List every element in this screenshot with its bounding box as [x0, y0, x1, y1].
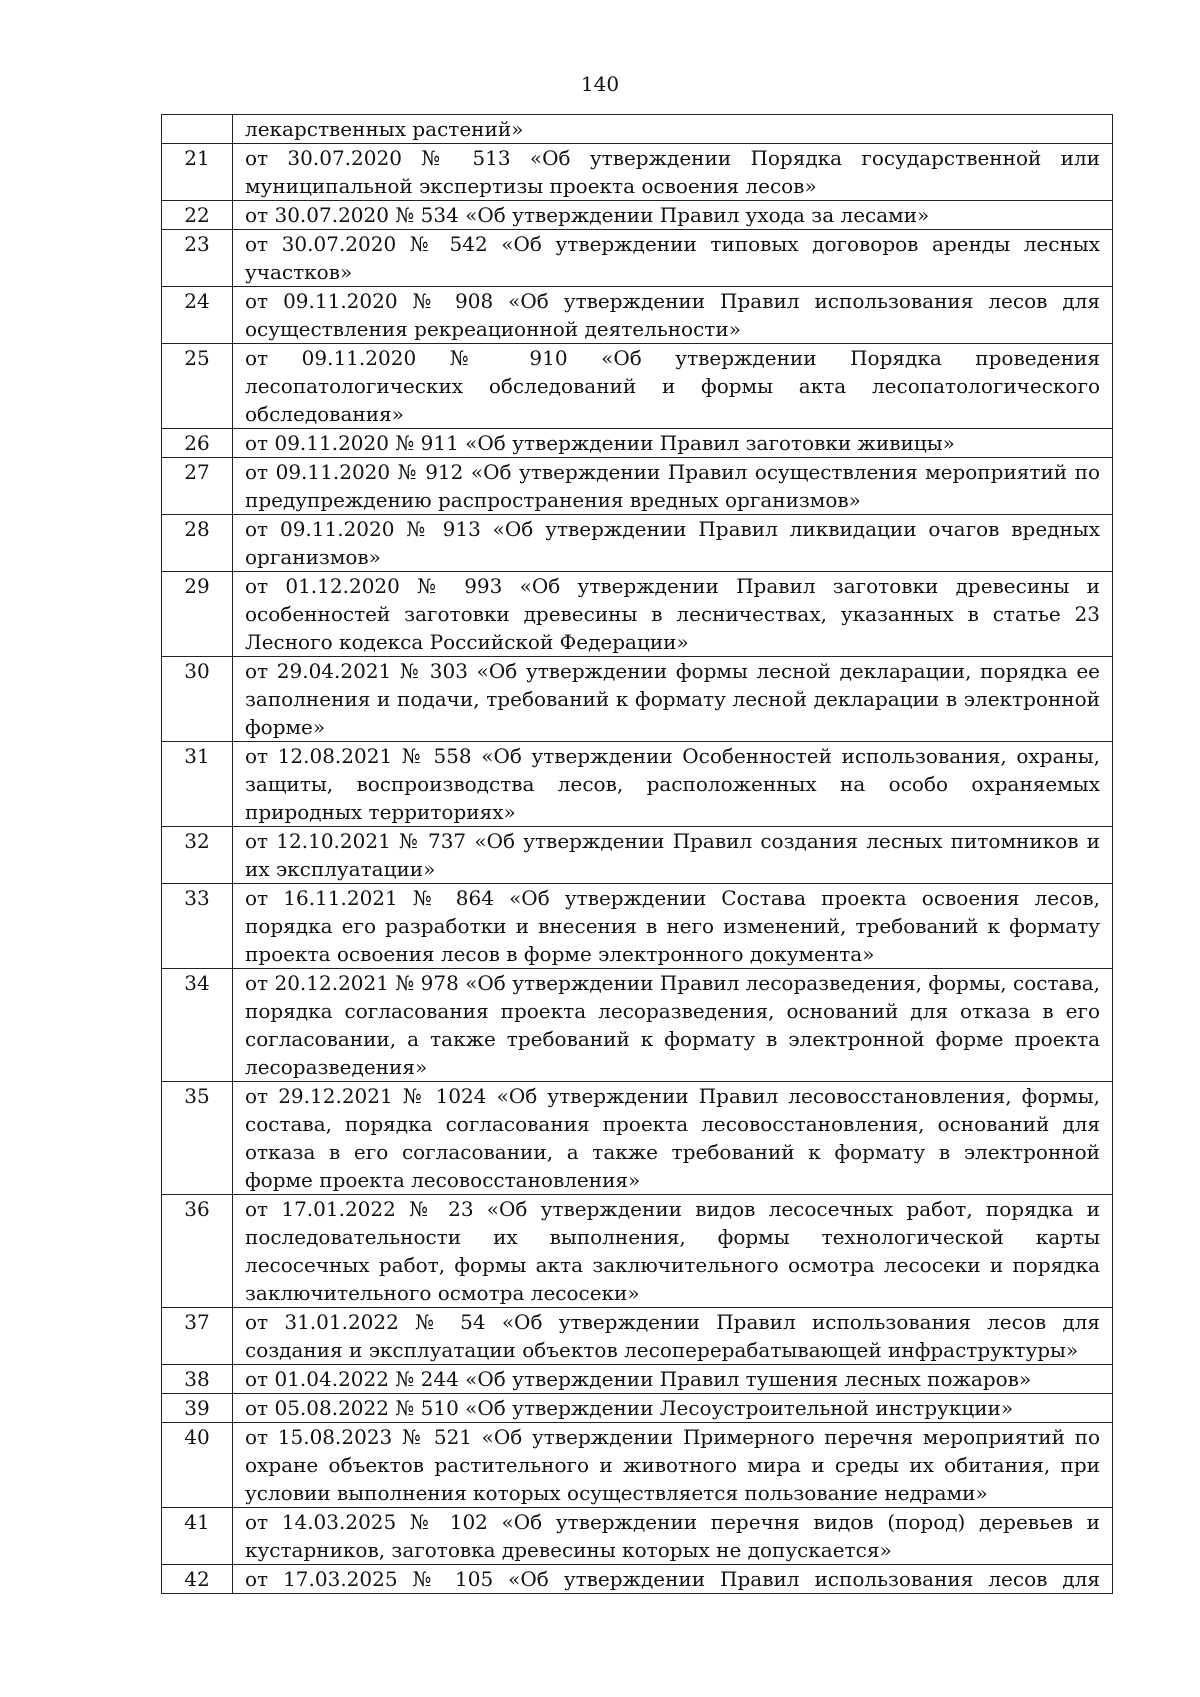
- row-text: от 14.03.2025 № 102 «Об утверждении перечня видов (пород) деревьев и кустарников, заготовка древесины которых не допускается»: [233, 1508, 1113, 1565]
- table-row: [162, 1394, 1113, 1423]
- table-row: [162, 657, 1113, 742]
- row-number: 26: [162, 429, 233, 458]
- row-number: 41: [162, 1508, 233, 1565]
- row-number: 36: [162, 1195, 233, 1308]
- table-row: [162, 969, 1113, 1082]
- row-text: от 17.01.2022 № 23 «Об утверждении видов лесосечных работ, порядка и последовательности их выполнения, формы технологической карты лесосечных работ, формы акта заключительного осмотра лесосеки и порядка заключительного осмотра лесосеки»: [233, 1195, 1113, 1308]
- row-text: от 09.11.2020 № 913 «Об утверждении Правил ликвидации очагов вредных организмов»: [233, 515, 1113, 572]
- row-text: от 15.08.2023 № 521 «Об утверждении Примерного перечня мероприятий по охране объектов растительного и животного мира и среды их обитания, при условии выполнения которых осуществляется пользование недрами»: [233, 1423, 1113, 1508]
- table-row: [162, 827, 1113, 884]
- row-number: 29: [162, 572, 233, 657]
- table-body: [162, 115, 1113, 1594]
- row-text: от 05.08.2022 № 510 «Об утверждении Лесоустроительной инструкции»: [233, 1394, 1113, 1423]
- table-row: [162, 287, 1113, 344]
- row-text: от 20.12.2021 № 978 «Об утверждении Правил лесоразведения, формы, состава, порядка согласования проекта лесоразведения, оснований для отказа в его согласовании, а также требований к формату в электронной форме проекта лесоразведения»: [233, 969, 1113, 1082]
- row-text: от 29.12.2021 № 1024 «Об утверждении Правил лесовосстановления, формы, состава, порядка согласования проекта лесовосстановления, оснований для отказа в его согласовании, а также требований к формату в электронной форме проекта лесовосстановления»: [233, 1082, 1113, 1195]
- row-text: от 09.11.2020 № 912 «Об утверждении Правил осуществления мероприятий по предупреждению распространения вредных организмов»: [233, 458, 1113, 515]
- row-text: от 31.01.2022 № 54 «Об утверждении Правил использования лесов для создания и эксплуатации объектов лесоперерабатывающей инфраструктуры»: [233, 1308, 1113, 1365]
- row-number: [162, 115, 233, 144]
- row-number: 30: [162, 657, 233, 742]
- row-number: 27: [162, 458, 233, 515]
- regulations-table: [161, 114, 1113, 1594]
- row-text: от 09.11.2020 № 910 «Об утверждении Порядка проведения лесопатологических обследований и формы акта лесопатологического обследования»: [233, 344, 1113, 429]
- row-number: 34: [162, 969, 233, 1082]
- row-number: 35: [162, 1082, 233, 1195]
- row-number: 24: [162, 287, 233, 344]
- table-row: [162, 1082, 1113, 1195]
- table-row: [162, 115, 1113, 144]
- table-row: [162, 884, 1113, 969]
- row-number: 22: [162, 201, 233, 230]
- table-row: [162, 1508, 1113, 1565]
- row-number: 28: [162, 515, 233, 572]
- row-text: от 01.04.2022 № 244 «Об утверждении Правил тушения лесных пожаров»: [233, 1365, 1113, 1394]
- table-row: [162, 1565, 1113, 1594]
- row-number: 40: [162, 1423, 233, 1508]
- row-number: 32: [162, 827, 233, 884]
- table-row: [162, 515, 1113, 572]
- row-number: 31: [162, 742, 233, 827]
- row-text: от 12.10.2021 № 737 «Об утверждении Правил создания лесных питомников и их эксплуатации»: [233, 827, 1113, 884]
- table-row: [162, 742, 1113, 827]
- row-text: от 29.04.2021 № 303 «Об утверждении формы лесной декларации, порядка ее заполнения и подачи, требований к формату лесной декларации в электронной форме»: [233, 657, 1113, 742]
- table-row: [162, 1423, 1113, 1508]
- table-row: [162, 344, 1113, 429]
- row-number: 21: [162, 144, 233, 201]
- row-number: 37: [162, 1308, 233, 1365]
- table-row: [162, 1308, 1113, 1365]
- table-row: [162, 429, 1113, 458]
- table-row: [162, 572, 1113, 657]
- row-number: 42: [162, 1565, 233, 1594]
- row-text: лекарственных растений»: [233, 115, 1113, 144]
- table-row: [162, 144, 1113, 201]
- row-text: от 09.11.2020 № 911 «Об утверждении Правил заготовки живицы»: [233, 429, 1113, 458]
- row-text: от 12.08.2021 № 558 «Об утверждении Особенностей использования, охраны, защиты, воспроизводства лесов, расположенных на особо охраняемых природных территориях»: [233, 742, 1113, 827]
- row-text: от 30.07.2020 № 534 «Об утверждении Правил ухода за лесами»: [233, 201, 1113, 230]
- table-row: [162, 230, 1113, 287]
- table-row: [162, 1195, 1113, 1308]
- row-text: от 01.12.2020 № 993 «Об утверждении Правил заготовки древесины и особенностей заготовки древесины в лесничествах, указанных в статье 23 Лесного кодекса Российской Федерации»: [233, 572, 1113, 657]
- row-text: от 30.07.2020 № 542 «Об утверждении типовых договоров аренды лесных участков»: [233, 230, 1113, 287]
- page-number: 140: [580, 72, 620, 96]
- row-number: 33: [162, 884, 233, 969]
- row-number: 25: [162, 344, 233, 429]
- row-text: от 09.11.2020 № 908 «Об утверждении Правил использования лесов для осуществления рекреационной деятельности»: [233, 287, 1113, 344]
- table-row: [162, 458, 1113, 515]
- row-number: 38: [162, 1365, 233, 1394]
- row-number: 23: [162, 230, 233, 287]
- row-text: от 16.11.2021 № 864 «Об утверждении Состава проекта освоения лесов, порядка его разработки и внесения в него изменений, требований к формату проекта освоения лесов в форме электронного документа»: [233, 884, 1113, 969]
- row-text: [233, 1565, 1113, 1594]
- table-row: [162, 201, 1113, 230]
- row-number: 39: [162, 1394, 233, 1423]
- row-text-content: от 17.03.2025 № 105 «Об утверждении Правил использования лесов для: [245, 1567, 1100, 1591]
- table-row: [162, 1365, 1113, 1394]
- row-text: от 30.07.2020 № 513 «Об утверждении Порядка государственной или муниципальной экспертизы проекта освоения лесов»: [233, 144, 1113, 201]
